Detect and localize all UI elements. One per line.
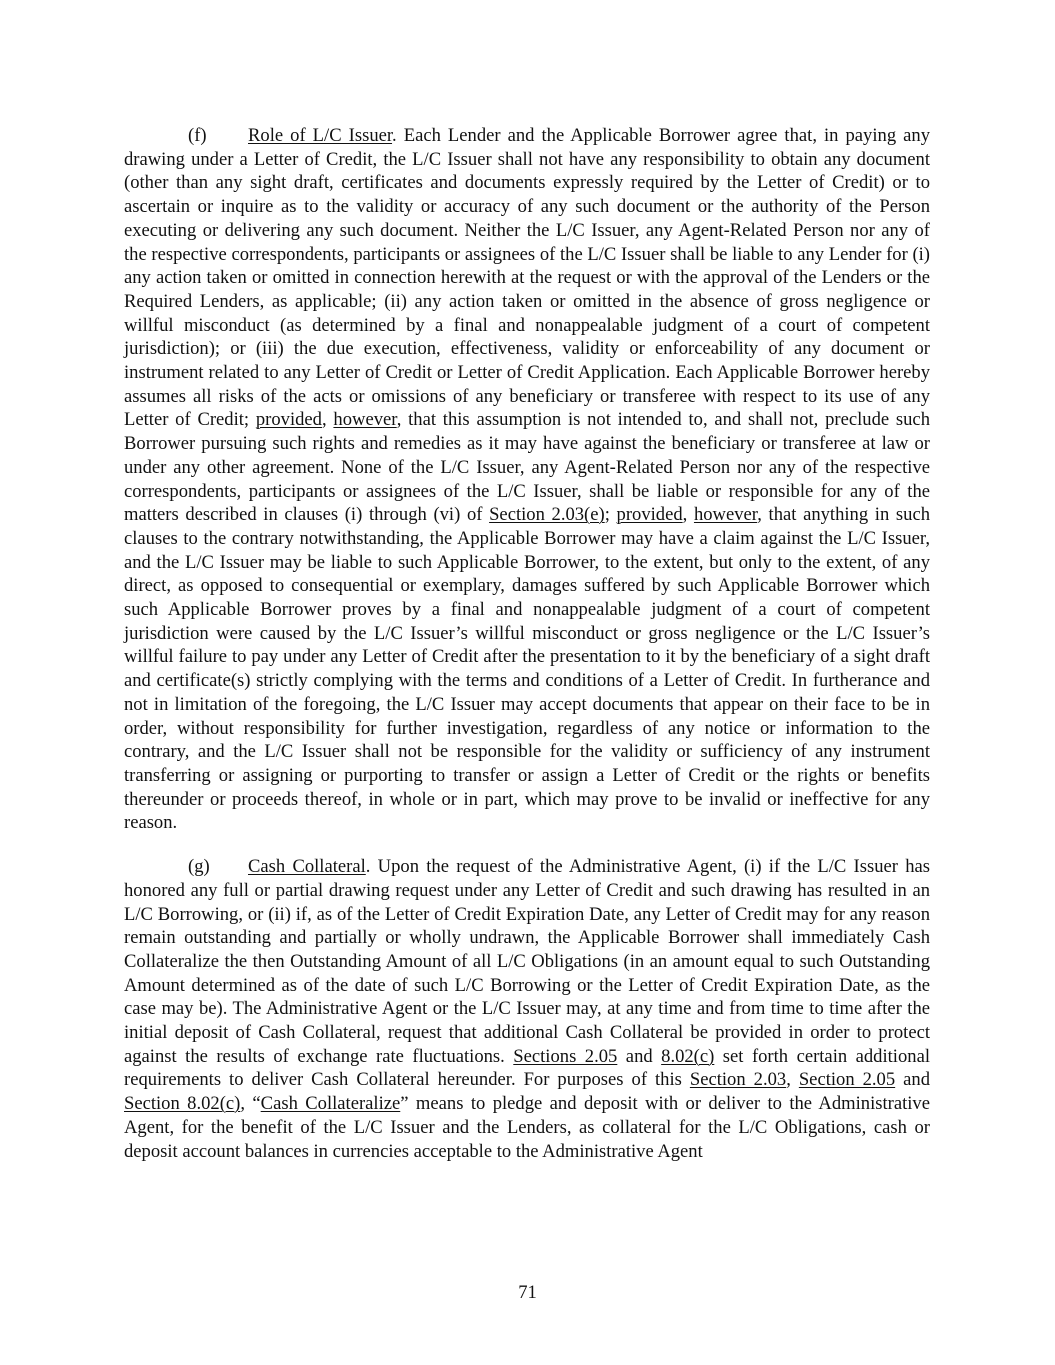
punctuation: , — [321, 409, 334, 431]
heading-role-of-lc-issuer: Role of L/C Issuer — [248, 125, 393, 146]
paragraph-f-text-3: , that anything in such clauses to the contrary notwithstanding, the Applicable Borrower may have a claim against the L/C Issuer, and the L/C Issuer may be liable to such Applicable Borrower, to the extent, but only to the extent, of any direct, as opposed to consequential or exemplary, damages suffered by such Applicable Borrower which such Applicable Borrower proves by a final and nonappealable judgment of a court of competent jurisdiction were caused by the L/C Issuer’s willful misconduct or gross negligence or the L/C Issuer’s willful failure to pay under any Letter of Credit after the presentation to it by the beneficiary of a sight draft and certificate(s) strictly complying with the terms and conditions of a Letter of Credit. In furtherance and not in limitation of the foregoing, the L/C Issuer may accept documents that appear on their face to be in order, without responsibility for further investigation, regardless of any notice or information to the contrary, and the L/C Issuer shall not be responsible for the validity or sufficiency of any instrument transferring or assigning or purporting to transfer or assign a Letter of Credit or the rights or benefits thereunder or proceeds thereof, in whole or in part, which may prove to be invalid or ineffective for any reason. — [124, 504, 930, 834]
term-however-2: however — [693, 504, 758, 526]
heading-cash-collateral: Cash Collateral — [248, 856, 366, 878]
page-number: 71 — [518, 1282, 537, 1303]
paragraph-f-text-1: . Each Lender and the Applicable Borrower agree that, in paying any drawing under a Letter of Credit, the L/C Issuer shall not have any responsibility to obtain any document (other than any sight draft, certificates and documents expressly required by the Letter of Credit) or to ascertain or inquire as to the validity or accuracy of any such document or the authority of the Person executing or delivering any such document. Neither the L/C Issuer, any Agent-Related Person nor any of the respective correspondents, participants or assignees of the L/C Issuer shall be liable to any Lender for (i) any action taken or omitted in connection herewith at the request or with the approval of the Lenders or the Required Lenders, as applicable; (ii) any action taken or omitted in the absence of gross negligence or willful misconduct (as determined by a final and nonappealable judgment of a court of competent jurisdiction); or (iii) the due execution, effectiveness, validity or enforceability of any document or instrument related to any Letter of Credit or Letter of Credit Application. Each Applicable Borrower hereby assumes all risks of the acts or omissions of any beneficiary or transferee with respect to its use of any Letter of Credit; — [124, 125, 931, 431]
punctuation: , “ — [240, 1093, 261, 1115]
document-body — [124, 124, 930, 1163]
term-however-1: however — [333, 409, 397, 431]
punctuation: ; — [604, 504, 617, 526]
connector: and — [617, 1045, 662, 1067]
paragraph-f — [124, 124, 930, 835]
paragraph-g-text-3: ” means to pledge and deposit with or deliver to the Administrative Agent, for the benefit of the L/C Issuer and the Lenders, as collateral for the L/C Obligations, cash or deposit account balances in currencies acceptable to the Administrative Agent — [124, 1093, 930, 1162]
defined-term-cash-collateralize: Cash Collateralize — [260, 1093, 401, 1115]
paragraph-g — [124, 855, 930, 1163]
punctuation: , — [786, 1069, 799, 1091]
term-provided-1: provided — [255, 409, 322, 431]
paragraph-f-text-2: , that this assumption is not intended to, and shall not, preclude such Borrower pursuing such rights and remedies as it may have against the beneficiary or transferee at law or under any other agreement. None of the L/C Issuer, any Agent-Related Person nor any of the respective correspondents, participants or assignees of the L/C Issuer, shall be liable or responsible for any of the matters described in clauses (i) through (vi) of — [124, 409, 930, 526]
section-ref-2-05-a: Sections 2.05 — [513, 1045, 618, 1067]
connector: and — [895, 1069, 931, 1091]
paragraph-g-text-1: . Upon the request of the Administrative Agent, (i) if the L/C Issuer has honored any full or partial drawing request under any Letter of Credit and such drawing has resulted in an L/C Borrowing, or (ii) if, as of the Letter of Credit Expiration Date, any Letter of Credit may for any reason remain outstanding and partially or wholly undrawn, the Applicable Borrower shall immediately Cash Collateralize the then Outstanding Amount of all L/C Obligations (in an amount equal to such Outstanding Amount determined as of the date of such L/C Borrowing or the Letter of Credit Expiration Date, as the case may be). The Administrative Agent or the L/C Issuer may, at any time and from time to time after the initial deposit of Cash Collateral, request that additional Cash Collateral be provided in order to protect against the results of exchange rate fluctuations. — [124, 856, 930, 1067]
section-ref-2-03: Section 2.03 — [689, 1069, 787, 1091]
term-provided-2: provided — [616, 504, 683, 526]
section-ref-2-03-e: Section 2.03(e) — [489, 504, 605, 526]
section-ref-8-02-c-a: 8.02(c) — [661, 1045, 715, 1067]
paragraph-label-g: (g) — [188, 856, 210, 878]
section-ref-2-05-b: Section 2.05 — [798, 1069, 896, 1091]
paragraph-g-text-2: set forth certain additional requirements to deliver Cash Collateral hereunder. For purposes of this — [124, 1045, 930, 1091]
punctuation: , — [682, 504, 694, 526]
section-ref-8-02-c-b: Section 8.02(c) — [124, 1093, 241, 1115]
paragraph-label-f: (f) — [188, 125, 207, 146]
